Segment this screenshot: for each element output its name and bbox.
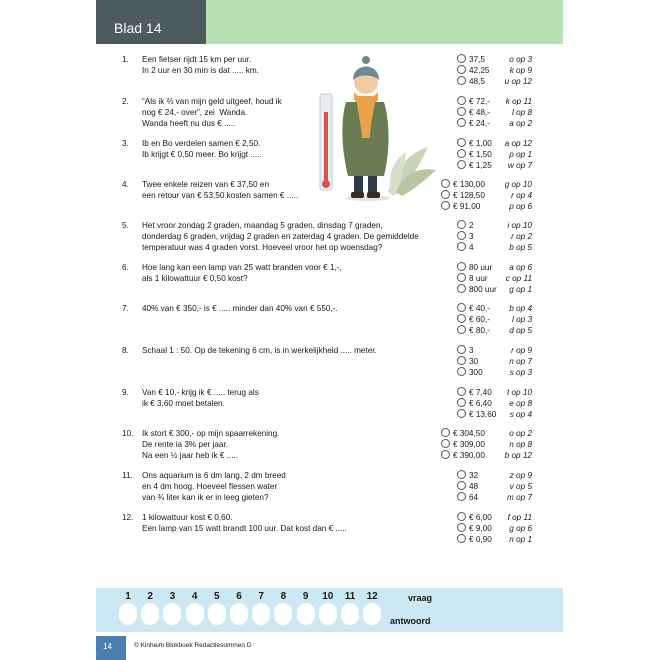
answer-box-10[interactable] — [319, 603, 337, 625]
question-number: 2. — [122, 97, 129, 106]
option-value: € 130,00 — [453, 180, 485, 189]
option-value: € 390,00 — [453, 451, 485, 460]
option-code: u op 12 — [504, 77, 532, 86]
plant-icon — [388, 147, 436, 196]
label-antwoord: antwoord — [390, 616, 431, 626]
option-q1-1[interactable] — [457, 54, 485, 65]
option-value: 64 — [469, 493, 479, 502]
option-value: € 60,- — [469, 315, 490, 324]
answer-box-4[interactable] — [186, 603, 204, 625]
answer-box-7[interactable] — [252, 603, 270, 625]
option-value: € 6,40 — [469, 399, 492, 408]
answer-number-4: 4 — [191, 591, 198, 602]
answer-number-2: 2 — [147, 591, 153, 602]
radio-circle-icon[interactable] — [457, 76, 466, 85]
option-code: m op 7 — [506, 493, 532, 502]
question-number: 10. — [122, 429, 134, 438]
radio-circle-icon[interactable] — [457, 262, 466, 271]
option-value: 37,5 — [469, 55, 485, 64]
option-code: v op 5 — [509, 482, 532, 491]
option-code: a op 12 — [504, 139, 532, 148]
question-text: Ib en Bo verdelen samen € 2,50. Ib krijgt € 0,50 meer. Bo krijgt ..... — [142, 139, 262, 159]
option-value: € 80,- — [469, 326, 490, 335]
option-value: 32 — [469, 471, 479, 480]
radio-circle-icon[interactable] — [457, 107, 466, 116]
option-code: n op 1 — [509, 535, 532, 544]
option-q10-1[interactable] — [441, 428, 485, 439]
option-code: f op 11 — [507, 513, 532, 522]
option-code: p op 6 — [509, 202, 532, 211]
option-code: a op 2 — [509, 119, 532, 128]
answer-number-3: 3 — [169, 591, 176, 602]
option-code: g op 1 — [509, 285, 532, 294]
answer-box-8[interactable] — [274, 603, 292, 625]
option-value: € 1,00 — [469, 139, 492, 148]
question-number: 1. — [122, 55, 129, 64]
option-q1-3[interactable] — [457, 76, 485, 87]
radio-circle-icon[interactable] — [457, 118, 466, 127]
option-value: 2 — [469, 221, 474, 230]
option-code: d op 5 — [509, 326, 532, 335]
question-number: 5. — [122, 221, 129, 230]
radio-circle-icon[interactable] — [441, 428, 450, 437]
radio-circle-icon[interactable] — [457, 470, 466, 479]
question-text: Het vroor zondag 2 graden, maandag 5 graden, dinsdag 7 graden, donderdag 6 graden, vrijdag 2 graden en zaterdag 4 graden. De gemiddelde temperatuur was 4 graden vorst. Hoeveel vroor het op woensdag? — [142, 221, 419, 252]
radio-circle-icon[interactable] — [457, 387, 466, 396]
thermometer-icon — [320, 94, 332, 190]
radio-circle-icon[interactable] — [457, 512, 466, 521]
option-code: b op 4 — [509, 304, 532, 313]
question-number: 4. — [122, 180, 129, 189]
question-text: Twee enkele reizen van € 37,50 en een retour van € 53,50 kosten samen € ..... — [142, 180, 299, 200]
option-value: € 1,25 — [469, 161, 492, 170]
page-number: 14 — [103, 642, 112, 651]
radio-circle-icon[interactable] — [441, 201, 450, 210]
answer-number-11: 11 — [344, 591, 356, 602]
option-code: b op 5 — [509, 243, 532, 252]
answer-number-9: 9 — [302, 591, 309, 602]
option-code: r op 4 — [511, 191, 532, 200]
question-text: “Als ik ⅔ van mijn geld uitgeef, houd ik nog € 24,- over”, zei Wanda. Wanda heeft nu dus € ..... — [142, 97, 282, 128]
answer-box-3[interactable] — [163, 603, 181, 625]
answer-number-6: 6 — [236, 591, 242, 602]
radio-circle-icon[interactable] — [457, 284, 466, 293]
radio-circle-icon[interactable] — [457, 220, 466, 229]
option-code: n op 7 — [509, 357, 532, 366]
option-value: 4 — [469, 243, 474, 252]
option-q11-1[interactable] — [457, 470, 478, 481]
answer-box-12[interactable] — [363, 603, 381, 625]
option-code: w op 7 — [507, 161, 532, 170]
option-code: o op 3 — [509, 55, 532, 64]
question-text: Van € 10,- krijg ik € ..... terug als ik € 3,60 moet betalen. — [142, 388, 259, 408]
answer-box-11[interactable] — [341, 603, 359, 625]
page-title: Blad 14 — [114, 20, 162, 36]
question-text: Schaal 1 : 50. Op de tekening 6 cm, is in werkelijkheid ..... meter. — [142, 346, 377, 355]
radio-circle-icon[interactable] — [457, 242, 466, 251]
option-code: s op 4 — [509, 410, 532, 419]
option-code: c op 11 — [505, 274, 532, 283]
answer-number-7: 7 — [258, 591, 264, 602]
radio-circle-icon[interactable] — [441, 450, 450, 459]
option-q10-3[interactable] — [441, 450, 485, 461]
option-code: t op 10 — [506, 388, 532, 397]
option-code: r op 9 — [511, 346, 532, 355]
option-code: k op 9 — [509, 66, 532, 75]
radio-circle-icon[interactable] — [457, 149, 466, 158]
option-code: g op 10 — [504, 180, 532, 189]
question-text: Ik stort € 300,- op mijn spaarrekening. De rente ia 3% per jaar. Na een ½ jaar heb ik € ..... — [142, 429, 280, 460]
option-value: € 128,50 — [453, 191, 485, 200]
option-code: i op 10 — [507, 221, 532, 230]
radio-circle-icon[interactable] — [457, 367, 466, 376]
option-value: € 7,40 — [469, 388, 492, 397]
option-code: l op 3 — [511, 315, 532, 324]
option-code: p op 1 — [509, 150, 532, 159]
answer-box-2[interactable] — [141, 603, 159, 625]
radio-circle-icon[interactable] — [457, 138, 466, 147]
radio-circle-icon[interactable] — [457, 409, 466, 418]
answer-number-10: 10 — [322, 591, 334, 602]
option-value: 3 — [469, 346, 474, 355]
option-code: g op 6 — [509, 524, 532, 533]
option-q11-3[interactable] — [457, 492, 478, 503]
option-value: € 6,00 — [469, 513, 492, 522]
question-number: 3. — [122, 139, 129, 148]
radio-circle-icon[interactable] — [457, 345, 466, 354]
option-value: € 0,90 — [469, 535, 492, 544]
radio-circle-icon[interactable] — [457, 54, 466, 63]
radio-circle-icon[interactable] — [441, 179, 450, 188]
question-text: Hoe lang kan een lamp van 25 watt branden voor € 1,-, als 1 kilowattuur € 0,50 kost? — [142, 263, 342, 283]
question-number: 9. — [122, 388, 129, 397]
option-q8-1[interactable] — [457, 345, 474, 356]
option-code: n op 8 — [509, 440, 532, 449]
option-value: € 40,- — [469, 304, 490, 313]
question-number: 11. — [122, 471, 133, 480]
question-number: 7. — [122, 304, 129, 313]
radio-circle-icon[interactable] — [457, 534, 466, 543]
option-code: z op 9 — [509, 471, 532, 480]
option-value: 30 — [469, 357, 479, 366]
question-number: 6. — [122, 263, 129, 272]
answer-box-6[interactable] — [230, 603, 248, 625]
question-number: 8. — [122, 346, 129, 355]
option-q4-3[interactable] — [441, 201, 480, 212]
radio-circle-icon[interactable] — [457, 356, 466, 365]
option-value: € 48,- — [469, 108, 490, 117]
radio-circle-icon[interactable] — [457, 303, 466, 312]
label-vraag: vraag — [408, 593, 433, 603]
answer-box-5[interactable] — [208, 603, 226, 625]
answer-number-1: 1 — [125, 591, 131, 602]
answer-number-8: 8 — [280, 591, 287, 602]
option-value: € 304,50 — [453, 429, 485, 438]
radio-circle-icon[interactable] — [457, 314, 466, 323]
radio-circle-icon[interactable] — [457, 65, 466, 74]
question-text: Ons aquarium is 6 dm lang, 2 dm breed en 4 dm hoog. Hoeveel flessen water van ¾ liter kan ik er in leeg gieten? — [142, 471, 286, 502]
option-value: € 72,- — [469, 97, 490, 106]
boy-icon — [342, 56, 390, 201]
radio-circle-icon[interactable] — [441, 439, 450, 448]
radio-circle-icon[interactable] — [457, 273, 466, 282]
option-value: 48,5 — [469, 77, 485, 86]
option-q4-2[interactable] — [441, 190, 485, 201]
option-q5-2[interactable] — [457, 231, 474, 242]
option-value: € 309,00 — [453, 440, 485, 449]
option-code: s op 3 — [509, 368, 532, 377]
radio-circle-icon[interactable] — [457, 96, 466, 105]
answer-number-5: 5 — [214, 591, 220, 602]
radio-circle-icon[interactable] — [457, 160, 466, 169]
radio-circle-icon[interactable] — [457, 481, 466, 490]
option-q8-3[interactable] — [457, 367, 483, 378]
option-value: € 13,60 — [469, 410, 497, 419]
option-code: e op 8 — [509, 399, 532, 408]
option-value: € 24,- — [469, 119, 490, 128]
radio-circle-icon[interactable] — [457, 492, 466, 501]
question-number: 12. — [122, 513, 134, 522]
option-value: 8 uur — [469, 274, 488, 283]
answer-number-12: 12 — [366, 591, 378, 602]
radio-circle-icon[interactable] — [457, 325, 466, 334]
radio-circle-icon[interactable] — [457, 523, 466, 532]
option-value: € 9,00 — [469, 524, 492, 533]
option-value: 42,25 — [469, 66, 490, 75]
radio-circle-icon[interactable] — [457, 398, 466, 407]
option-value: € 1,50 — [469, 150, 492, 159]
question-text: 1 kilowattuur kost € 0,60. Een lamp van 15 watt brandt 100 uur. Dat kost dan € ..... — [142, 513, 347, 533]
option-value: € 91,00 — [453, 202, 481, 211]
question-text: Een fietser rijdt 15 km per uur. In 2 uur en 30 min is dat ..... km. — [142, 55, 259, 75]
option-q4-1[interactable] — [441, 179, 485, 190]
option-code: k op 11 — [505, 97, 532, 106]
option-code: o op 2 — [509, 429, 532, 438]
question-text: 40% van € 350,- is € ..... minder dan 40% van € 550,-. — [142, 304, 338, 313]
answer-box-9[interactable] — [297, 603, 315, 625]
option-code: r op 2 — [511, 232, 532, 241]
option-code: l op 8 — [511, 108, 532, 117]
option-q11-2[interactable] — [457, 481, 478, 492]
answer-box-1[interactable] — [119, 603, 137, 625]
footer-copyright: © Kinheim Blokboek Redactiesommen D — [134, 642, 252, 649]
option-value: 300 — [469, 368, 483, 377]
option-q5-3[interactable] — [457, 242, 474, 253]
option-value: 48 — [469, 482, 479, 491]
option-q10-2[interactable] — [441, 439, 485, 450]
option-q5-1[interactable] — [457, 220, 474, 231]
option-value: 800 uur — [469, 285, 497, 294]
radio-circle-icon[interactable] — [457, 231, 466, 240]
option-value: 3 — [469, 232, 474, 241]
option-q8-2[interactable] — [457, 356, 478, 367]
option-value: 80 uur — [469, 263, 493, 272]
radio-circle-icon[interactable] — [441, 190, 450, 199]
option-code: b op 12 — [504, 451, 532, 460]
option-code: a op 6 — [509, 263, 532, 272]
boy-thermometer-illustration — [318, 52, 440, 202]
